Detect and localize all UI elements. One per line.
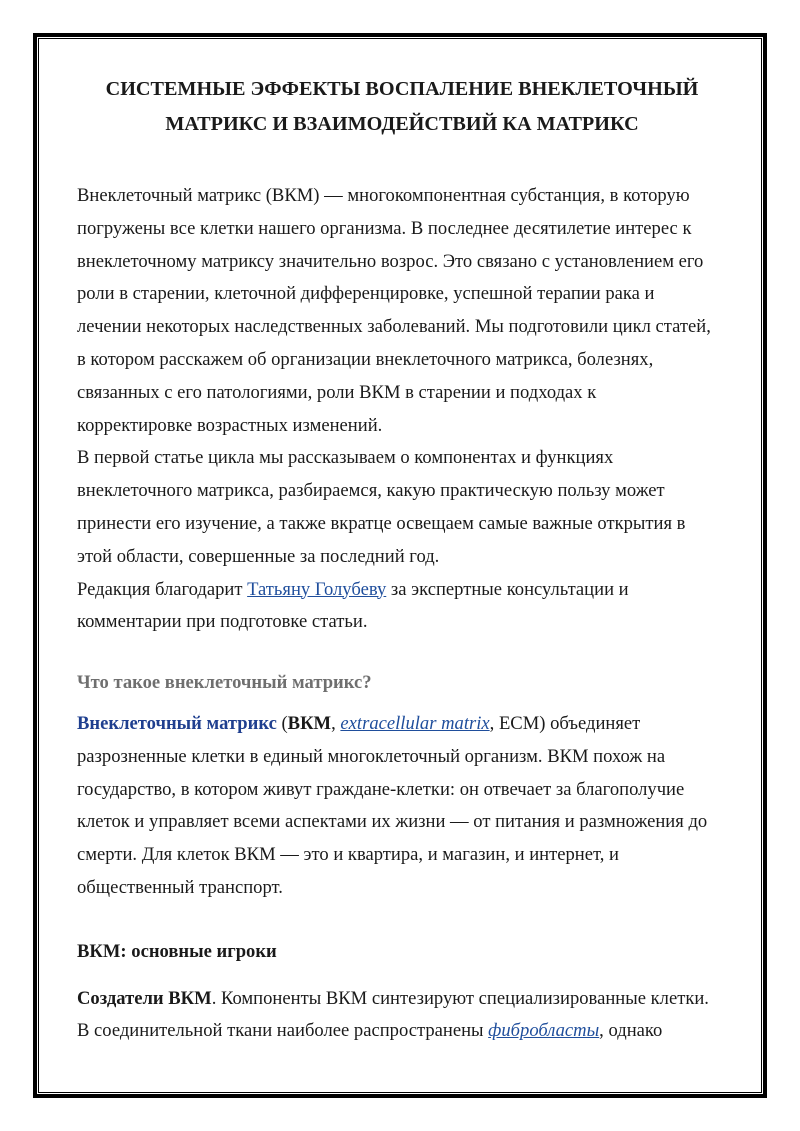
text-line: корректировке возрастных изменений.: [77, 414, 383, 436]
ecm-term: Внеклеточный матрикс: [77, 712, 277, 734]
ecm-definition-paragraph: [77, 708, 727, 905]
fibroblasts-link[interactable]: фибробласты: [488, 1020, 600, 1042]
text-fragment: , ECM) объединяет: [489, 712, 641, 734]
thanks-paragraph: [77, 574, 727, 640]
document-title: [77, 72, 727, 142]
text-line: принести его изучение, а также вкратце освещаем самые важные открытия в: [77, 512, 686, 534]
text-line: [77, 983, 727, 1016]
text-line: клеток и управляет всеми аспектами их жизни — от питания и размножения до: [77, 811, 708, 833]
section-heading-what-is-ecm: Что такое внеклеточный матрикс?: [77, 672, 372, 694]
creators-paragraph: [77, 983, 727, 1049]
text-line: роли в старении, клеточной дифференцировке, успешной терапии рака и: [77, 283, 655, 305]
text-line: [77, 708, 727, 741]
text-fragment: , однако: [599, 1020, 663, 1042]
first-article-paragraph: [77, 442, 727, 573]
text-line: [77, 1015, 727, 1048]
expert-name-link[interactable]: Татьяну Голубеву: [247, 578, 387, 600]
title-line: СИСТЕМНЫЕ ЭФФЕКТЫ ВОСПАЛЕНИЕ ВНЕКЛЕТОЧНЫЙ: [105, 78, 699, 100]
text-line: в котором расскажем об организации внеклеточного матрикса, болезнях,: [77, 348, 654, 370]
text-line: внеклеточному матриксу значительно возрос. Это связано с установлением его: [77, 250, 704, 272]
extracellular-matrix-link[interactable]: extracellular matrix: [340, 712, 490, 734]
text-line: комментарии при подготовке статьи.: [77, 611, 368, 633]
text-line: смерти. Для клеток ВКМ — это и квартира, и магазин, и интернет, и: [77, 844, 619, 866]
ecm-abbr: ВКМ: [287, 712, 332, 734]
thanks-text: Редакция благодарит: [77, 578, 248, 600]
text-line: этой области, совершенные за последний год.: [77, 545, 440, 567]
punctuation: ,: [331, 712, 341, 734]
text-line: лечении некоторых наследственных заболеваний. Мы подготовили цикл статей,: [77, 316, 711, 338]
text-fragment: . Компоненты ВКМ синтезируют специализированные клетки.: [211, 987, 709, 1009]
text-line: общественный транспорт.: [77, 876, 283, 898]
text-line: погружены все клетки нашего организма. В последнее десятилетие интерес к: [77, 217, 692, 239]
title-line: МАТРИКС И ВЗАИМОДЕЙСТВИЙ КА МАТРИКС: [165, 113, 639, 135]
text-line: государство, в котором живут граждане-клетки: он отвечает за благополучие: [77, 778, 685, 800]
text-fragment: В соединительной ткани наиболее распространены: [77, 1020, 489, 1042]
creators-lead: Создатели ВКМ: [77, 987, 212, 1009]
text-line: [77, 574, 727, 607]
text-line: Внеклеточный матрикс (ВКМ) — многокомпонентная субстанция, в которую: [77, 185, 690, 206]
punctuation: (: [276, 712, 288, 734]
text-line: В первой статье цикла мы рассказываем о компонентах и функциях: [77, 447, 614, 469]
intro-paragraph: [77, 180, 727, 442]
section-heading-key-players: ВКМ: основные игроки: [77, 940, 277, 962]
text-line: разрозненные клетки в единый многоклеточный организм. ВКМ похож на: [77, 745, 666, 767]
text-line: внеклеточного матрикса, разбираемся, какую практическую пользу может: [77, 480, 665, 502]
document-body: [77, 72, 727, 1048]
thanks-text: за экспертные консультации и: [386, 578, 629, 600]
text-line: связанных с его патологиями, роли ВКМ в старении и подходах к: [77, 381, 597, 403]
